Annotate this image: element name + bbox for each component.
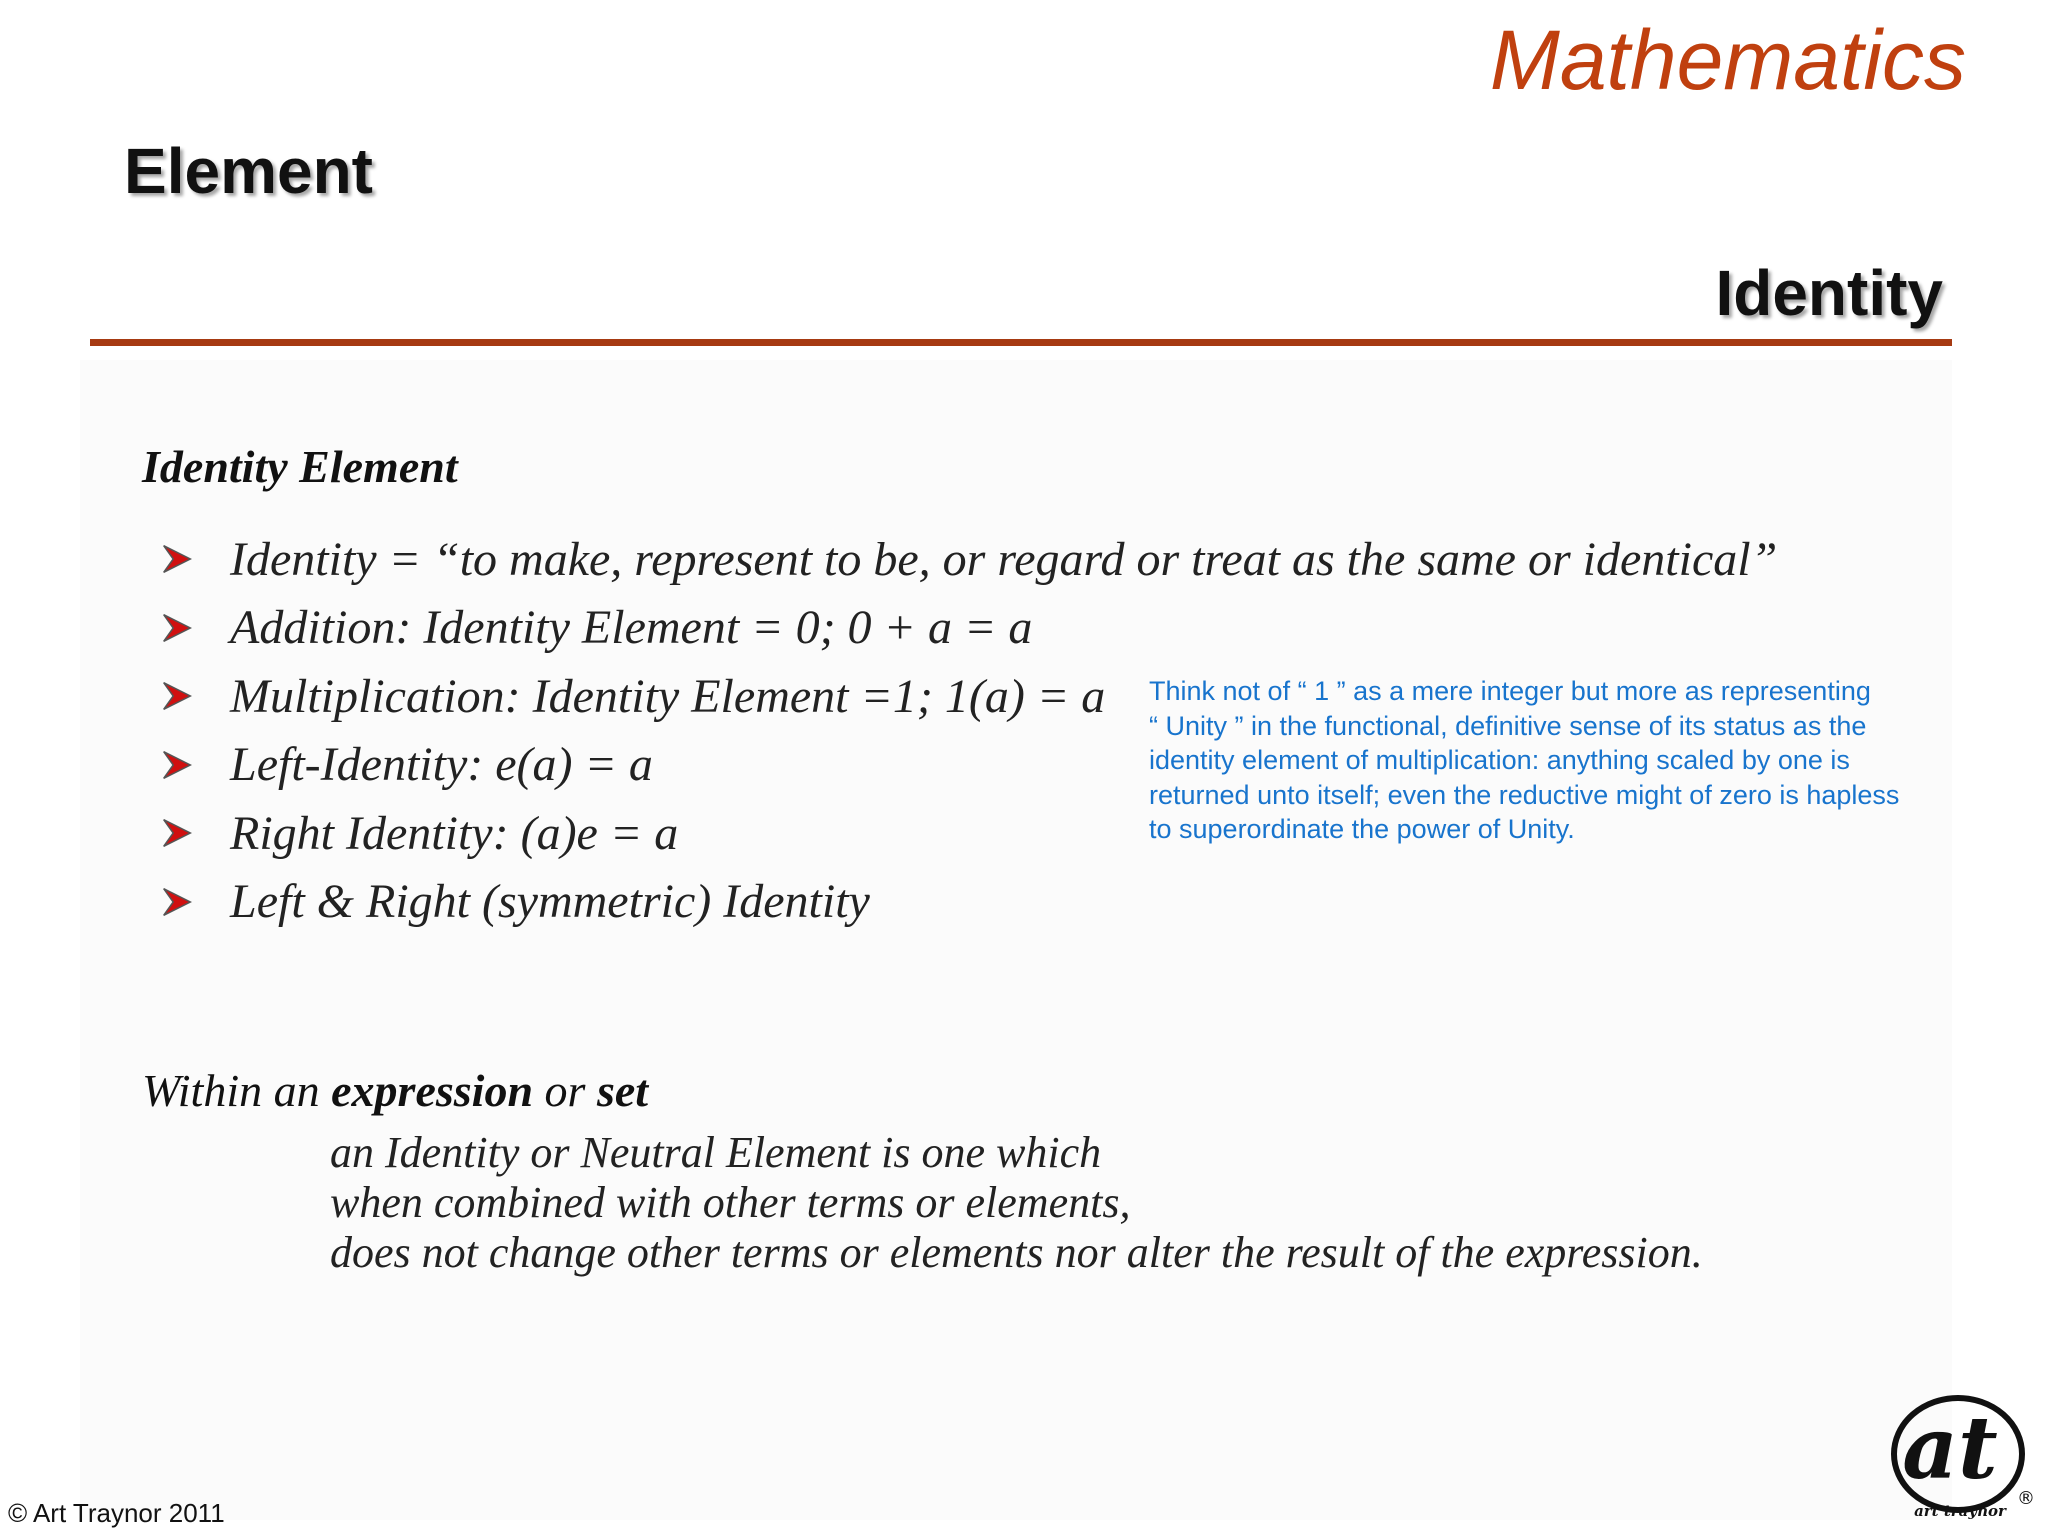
definition-line: an Identity or Neutral Element is one which: [330, 1128, 1102, 1177]
note-line: identity element of multiplication: anything scaled by one is: [1149, 745, 1850, 775]
red-arrow-bullet-icon: [158, 540, 196, 578]
red-arrow-bullet-icon: [158, 609, 196, 647]
logo-text: at: [1902, 1398, 1998, 1499]
within-term-set: set: [596, 1065, 649, 1116]
bullet-text: Identity = “to make, represent to be, or regard or treat as the same or identical”: [230, 532, 1778, 586]
within-middle: or: [533, 1065, 597, 1116]
note-line: “ Unity ” in the functional, definitive sense of its status as the: [1149, 710, 1867, 741]
note-line: Think not of “ 1 ” as a mere integer but more as representing: [1149, 676, 1871, 706]
definition-line: when combined with other terms or elements,: [330, 1178, 1131, 1227]
bullet-text: Addition: Identity Element = 0; 0 + a = a: [230, 601, 1033, 655]
red-arrow-bullet-icon: [158, 746, 196, 784]
red-arrow-bullet-icon: [158, 883, 196, 921]
art-traynor-logo: [1880, 1380, 2040, 1530]
bullet-text: Right Identity: (a)e = a: [230, 806, 679, 860]
note-line: to superordinate the power of Unity.: [1149, 814, 1575, 844]
bullet-text: Multiplication: Identity Element =1; 1(a) = a: [230, 669, 1106, 723]
slide-title-identity: Identity: [1715, 257, 1943, 329]
red-arrow-bullet-icon: [158, 814, 196, 852]
bullet-text: Left & Right (symmetric) Identity: [230, 875, 870, 929]
bullet-text: Left-Identity: e(a) = a: [230, 738, 653, 792]
logo-subtext: art traynor: [1914, 1502, 2006, 1520]
bullet-item: [158, 594, 1777, 663]
definition-line: does not change other terms or elements nor alter the result of the expression.: [330, 1228, 1703, 1277]
section-heading: Identity Element: [142, 441, 458, 492]
unity-note: [1149, 674, 1949, 847]
brand-title: Mathematics: [1489, 13, 1966, 107]
note-line: returned unto itself; even the reductive might of zero is hapless: [1149, 779, 1900, 810]
slide-title-element: Element: [124, 135, 373, 207]
red-arrow-bullet-icon: [158, 677, 196, 715]
identity-definition: [330, 1128, 1703, 1278]
within-term-expression: expression: [331, 1065, 534, 1116]
bullet-item: [158, 525, 1777, 594]
copyright-notice: © Art Traynor 2011: [8, 1498, 225, 1528]
within-prefix: Within an: [142, 1065, 332, 1116]
header-divider: [90, 339, 1952, 346]
within-heading: [142, 1064, 648, 1117]
bullet-item: [158, 868, 1777, 937]
registered-mark: ®: [2017, 1488, 2035, 1509]
